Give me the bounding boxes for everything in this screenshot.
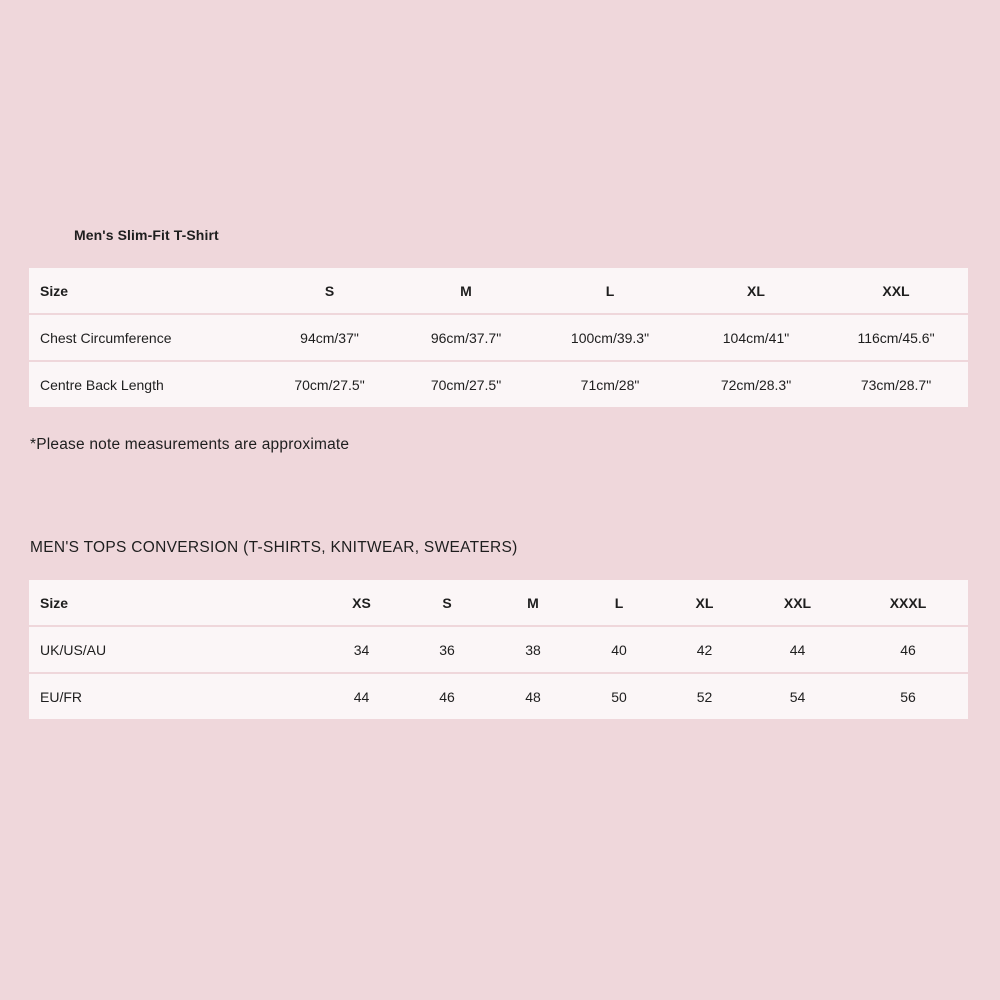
- header-cell: L: [532, 268, 688, 315]
- header-cell: XXL: [824, 268, 968, 315]
- table-cell: 46: [848, 627, 968, 674]
- header-cell: XL: [662, 580, 747, 627]
- header-cell: XXL: [747, 580, 848, 627]
- table-cell: 48: [490, 674, 576, 719]
- conversion-title: MEN'S TOPS CONVERSION (T-SHIRTS, KNITWEAR, SWEATERS): [30, 539, 518, 556]
- table-cell: 36: [404, 627, 490, 674]
- tops-conversion-table: [29, 580, 968, 719]
- header-cell: S: [259, 268, 400, 315]
- measurement-note: *Please note measurements are approximate: [30, 436, 350, 453]
- header-cell: S: [404, 580, 490, 627]
- table-cell: 116cm/45.6": [824, 315, 968, 362]
- header-cell: L: [576, 580, 662, 627]
- table-cell: 52: [662, 674, 747, 719]
- header-cell: XL: [688, 268, 824, 315]
- table-row: [29, 315, 968, 362]
- table-cell: 38: [490, 627, 576, 674]
- table-cell: 40: [576, 627, 662, 674]
- table-row: [29, 362, 968, 407]
- slim-fit-size-table: [29, 268, 968, 407]
- table-cell: 50: [576, 674, 662, 719]
- table-cell: 94cm/37": [259, 315, 400, 362]
- table-cell: 46: [404, 674, 490, 719]
- table-cell: 72cm/28.3": [688, 362, 824, 407]
- table-row: [29, 627, 968, 674]
- table-cell: 96cm/37.7": [400, 315, 532, 362]
- table-cell: 71cm/28": [532, 362, 688, 407]
- table-cell: 42: [662, 627, 747, 674]
- table-cell: 70cm/27.5": [400, 362, 532, 407]
- table-cell: 54: [747, 674, 848, 719]
- table-cell: 104cm/41": [688, 315, 824, 362]
- row-label: EU/FR: [29, 674, 319, 719]
- table-cell: 34: [319, 627, 404, 674]
- table-cell: 73cm/28.7": [824, 362, 968, 407]
- row-label: UK/US/AU: [29, 627, 319, 674]
- table-cell: 56: [848, 674, 968, 719]
- header-cell: XS: [319, 580, 404, 627]
- header-cell: Size: [29, 268, 259, 315]
- row-label: Chest Circumference: [29, 315, 259, 362]
- header-cell: M: [490, 580, 576, 627]
- table-cell: 44: [747, 627, 848, 674]
- table-cell: 100cm/39.3": [532, 315, 688, 362]
- header-cell: XXXL: [848, 580, 968, 627]
- slim-fit-title: Men's Slim-Fit T-Shirt: [74, 227, 219, 243]
- table-cell: 44: [319, 674, 404, 719]
- header-cell: M: [400, 268, 532, 315]
- table-header-row: [29, 268, 968, 315]
- table-header-row: [29, 580, 968, 627]
- table-row: [29, 674, 968, 719]
- header-cell: Size: [29, 580, 319, 627]
- row-label: Centre Back Length: [29, 362, 259, 407]
- table-cell: 70cm/27.5": [259, 362, 400, 407]
